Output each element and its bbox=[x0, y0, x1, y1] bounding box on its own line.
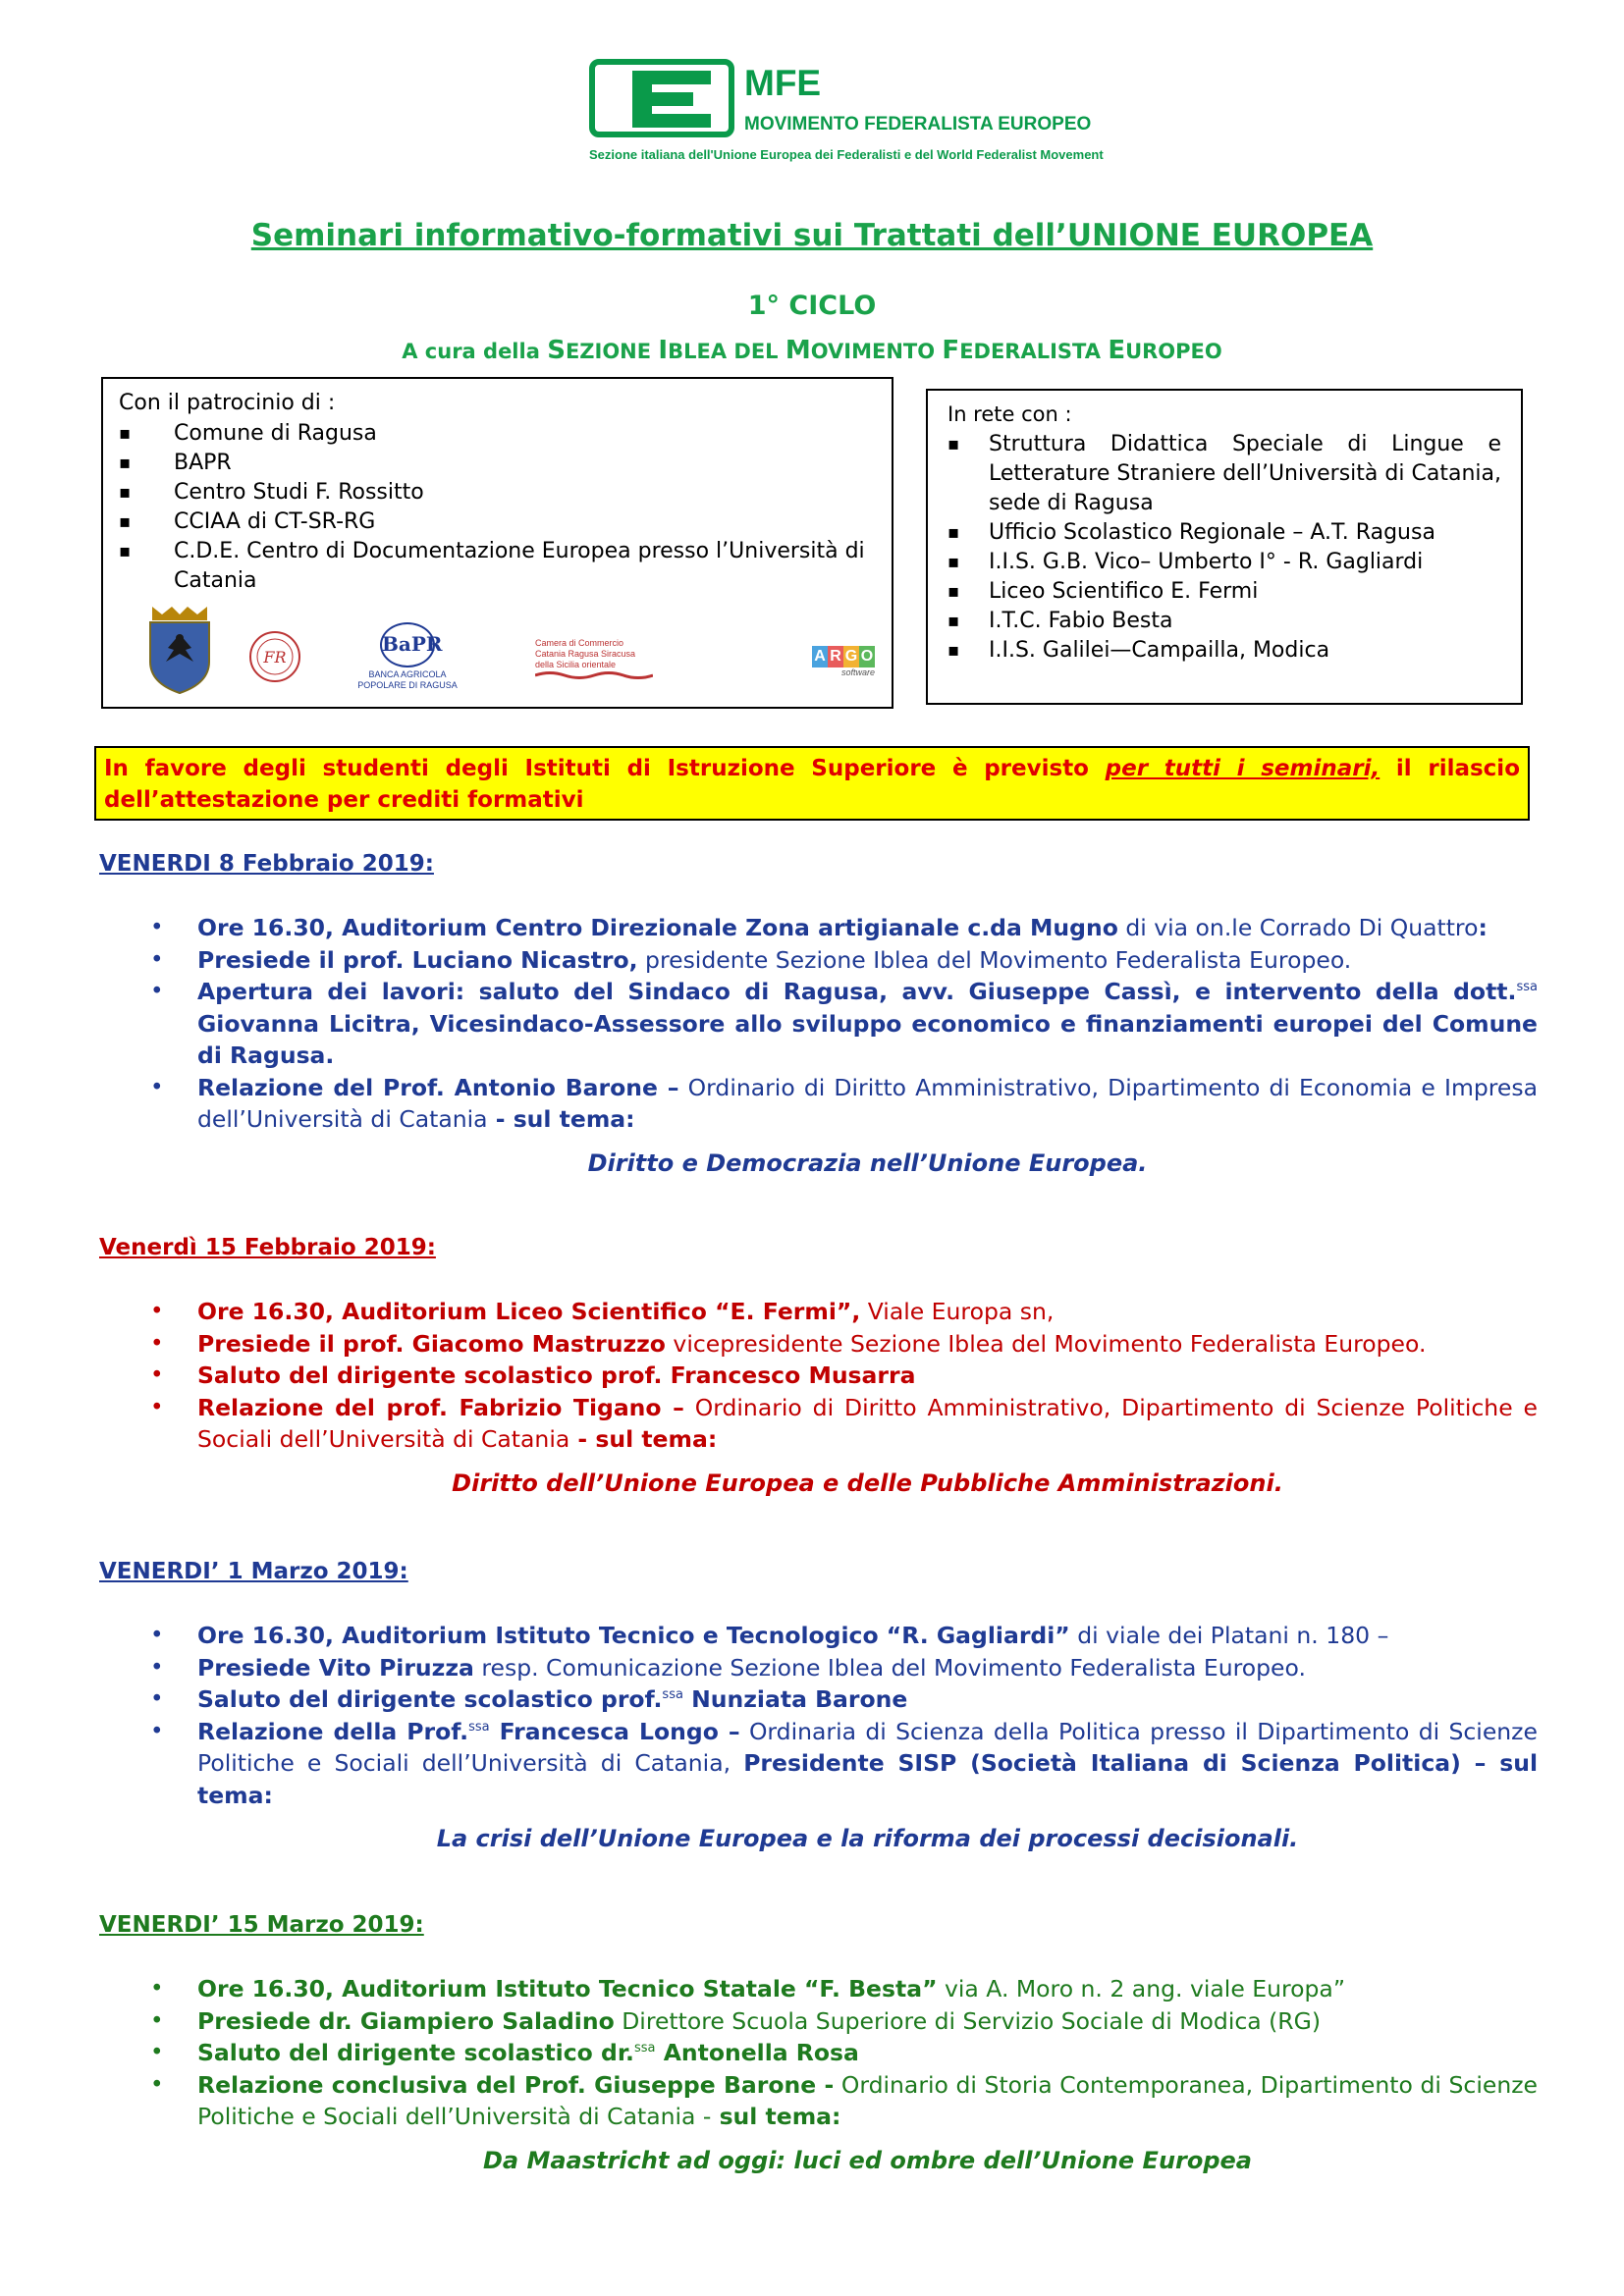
session-items bbox=[99, 1973, 1538, 2133]
organizer-word: EZIONE bbox=[565, 340, 659, 363]
patronage-item: ▪ C.D.E. Centro di Documentazione Europea presso l’Università di Catania bbox=[119, 537, 876, 596]
ragusa-coat-of-arms-icon bbox=[142, 605, 217, 695]
session-item bbox=[99, 1392, 1538, 1456]
session-item bbox=[99, 1072, 1538, 1136]
session-item bbox=[99, 2005, 1538, 2038]
argo-letter: O bbox=[859, 646, 875, 667]
cycle-label: 1° CICLO bbox=[747, 291, 877, 321]
ccia-logo bbox=[535, 638, 673, 693]
network-item: ▪ Liceo Scientifico E. Fermi bbox=[947, 577, 1501, 607]
item-text: di via on.le Corrado Di Quattro bbox=[1117, 914, 1479, 941]
network-item: ▪ Ufficio Scolastico Regionale – A.T. Ragusa bbox=[947, 518, 1501, 548]
item-text: Ordinario di Storia Contemporanea, Dipartimento di Scienze Politiche e Sociali dell’Università di Catania - bbox=[197, 2070, 1539, 2130]
item-bold: Saluto del dirigente scolastico prof. Francesco Musarra bbox=[197, 1362, 916, 1389]
item-bold: Relazione del Prof. Antonio Barone – bbox=[197, 1073, 679, 1101]
session-item bbox=[99, 912, 1538, 944]
session-items bbox=[99, 1296, 1538, 1456]
organizer-word: BLEA DEL bbox=[668, 340, 785, 363]
session-2 bbox=[99, 1235, 1538, 1497]
item-text: resp. Comunicazione Sezione Iblea del Movimento Federalista Europeo. bbox=[473, 1653, 1306, 1682]
item-sup: ssa bbox=[468, 1719, 490, 1735]
network-item: ▪ Struttura Didattica Speciale di Lingue e Letterature Straniere dell’Università di Catania, sede di Ragusa bbox=[947, 430, 1501, 518]
mfe-logo bbox=[589, 59, 1104, 172]
bapr-logo-name: BANCA AGRICOLA POPOLARE DI RAGUSA bbox=[357, 669, 458, 690]
patronage-item: ▪ Comune di Ragusa bbox=[119, 419, 876, 449]
session-item bbox=[99, 944, 1538, 977]
centro-studi-seal-icon bbox=[248, 630, 301, 683]
session-item bbox=[99, 1716, 1538, 1812]
session-item bbox=[99, 1360, 1538, 1392]
organizer-word: OVIMENTO bbox=[810, 340, 943, 363]
organizer-cap: F bbox=[942, 336, 960, 365]
ccia-logo-text: Camera di Commercio bbox=[535, 638, 624, 648]
item-bold: Giovanna Licitra, Vicesindaco-Assessore allo sviluppo economico e finanziamenti europei del Comune di Ragusa. bbox=[197, 1009, 1538, 1069]
ccia-logo-text: Catania Ragusa Siracusa bbox=[535, 649, 636, 659]
ccia-logo-text: della Sicilia orientale bbox=[535, 660, 617, 669]
session-item bbox=[99, 2069, 1538, 2133]
patronage-item: ▪ BAPR bbox=[119, 449, 876, 478]
notice-text: il rilascio dell’attestazione per crediti formativi bbox=[104, 756, 1520, 813]
session-item bbox=[99, 976, 1538, 1072]
patronage-box bbox=[101, 377, 893, 709]
item-bold: Presiede Vito Piruzza bbox=[197, 1653, 474, 1682]
item-bold: Relazione del prof. Fabrizio Tigano – bbox=[197, 1393, 684, 1421]
item-bold: Ore 16.30, Auditorium Centro Direzionale Zona artigianale c.da Mugno bbox=[197, 914, 1118, 941]
item-tail: : bbox=[1478, 914, 1488, 941]
network-item: ▪ I.I.S. G.B. Vico– Umberto I° - R. Gagliardi bbox=[947, 548, 1501, 577]
session-item bbox=[99, 1973, 1538, 2005]
patronage-heading: Con il patrocinio di : bbox=[119, 391, 336, 415]
session-3 bbox=[99, 1559, 1538, 1852]
item-bold: Ore 16.30, Auditorium Liceo Scientifico “E. Fermi”, bbox=[197, 1298, 861, 1325]
logo-acronym: MFE bbox=[744, 63, 822, 103]
item-tail: - sul tema: bbox=[487, 1105, 635, 1133]
session-date: Venerdì 15 Febbraio 2019: bbox=[99, 1235, 436, 1260]
bapr-logo-mark: BaPR bbox=[380, 622, 435, 667]
item-bold: Saluto del dirigente scolastico dr. bbox=[197, 2039, 634, 2066]
bapr-logo bbox=[349, 622, 466, 695]
item-bold: Ore 16.30, Auditorium Istituto Tecnico Statale “F. Besta” bbox=[197, 1975, 938, 2002]
item-text: presidente Sezione Iblea del Movimento Federalista Europeo. bbox=[637, 945, 1352, 974]
session-date: VENERDI 8 Febbraio 2019: bbox=[99, 851, 434, 877]
item-text: di viale dei Platani n. 180 – bbox=[1069, 1622, 1389, 1649]
item-bold: Apertura dei lavori: saluto del Sindaco di Ragusa, avv. Giuseppe Cassì, e intervento della dott. bbox=[197, 978, 1517, 1005]
session-item bbox=[99, 1683, 1538, 1716]
logo-name: MOVIMENTO FEDERALISTA EUROPEO bbox=[744, 114, 1092, 134]
item-text: Ordinario di Diritto Amministrativo, Dipartimento di Economia e Impresa dell’Università di Catania bbox=[197, 1073, 1538, 1133]
session-4 bbox=[99, 1912, 1538, 2174]
item-bold: Nunziata Barone bbox=[682, 1685, 908, 1713]
organizer-cap: I bbox=[658, 336, 669, 365]
item-bold: Saluto del dirigente scolastico prof. bbox=[197, 1685, 663, 1713]
organizer-cap: M bbox=[785, 336, 811, 365]
item-text: vicepresidente Sezione Iblea del Movimento Federalista Europeo. bbox=[665, 1329, 1427, 1358]
session-item bbox=[99, 1620, 1538, 1652]
session-theme: Da Maastricht ad oggi: luci ed ombre dell’Unione Europea bbox=[482, 2146, 1253, 2174]
argo-sub: software bbox=[840, 667, 875, 677]
notice-emphasis: per tutti i seminari, bbox=[1105, 756, 1380, 781]
item-tail: sul tema: bbox=[711, 2103, 841, 2130]
item-bold: Presiede il prof. Luciano Nicastro, bbox=[197, 945, 638, 974]
item-tail: Presidente SISP (Società Italiana di Scienza Politica) – sul tema: bbox=[197, 1749, 1539, 1809]
item-bold: Presiede il prof. Giacomo Mastruzzo bbox=[197, 1329, 666, 1358]
argo-letter: R bbox=[828, 646, 843, 667]
item-text: Viale Europa sn, bbox=[860, 1298, 1055, 1325]
network-box bbox=[926, 389, 1523, 705]
network-item: ▪ I.T.C. Fabio Besta bbox=[947, 607, 1501, 636]
sponsor-logos bbox=[142, 605, 889, 693]
network-item: ▪ I.I.S. Galilei—Campailla, Modica bbox=[947, 636, 1501, 666]
session-date: VENERDI’ 1 Marzo 2019: bbox=[99, 1559, 408, 1584]
session-items bbox=[99, 912, 1538, 1136]
patronage-list bbox=[119, 419, 876, 596]
fr-logo-text: FR bbox=[263, 648, 287, 667]
argo-letter: A bbox=[812, 646, 828, 667]
patronage-item: ▪ Centro Studi F. Rossitto bbox=[119, 478, 876, 507]
ccia-wave-icon bbox=[535, 670, 653, 680]
item-sup: ssa bbox=[1516, 980, 1538, 995]
session-item bbox=[99, 1652, 1538, 1684]
session-item bbox=[99, 1328, 1538, 1361]
session-theme: Diritto e Democrazia nell’Unione Europea. bbox=[587, 1148, 1148, 1177]
organizer-prefix: A cura della bbox=[402, 340, 548, 363]
item-bold: Ore 16.30, Auditorium Istituto Tecnico e Tecnologico “R. Gagliardi” bbox=[197, 1622, 1070, 1649]
item-text: Ordinaria di Scienza della Politica presso il Dipartimento di Scienze Politiche e Sociali dell’Università di Catania, bbox=[197, 1717, 1538, 1777]
organizer-word: UROPEO bbox=[1125, 340, 1222, 363]
network-list bbox=[947, 430, 1501, 666]
session-date: VENERDI’ 15 Marzo 2019: bbox=[99, 1912, 424, 1938]
session-item bbox=[99, 1296, 1538, 1328]
session-theme: La crisi dell’Unione Europea e la riforma dei processi decisionali. bbox=[436, 1825, 1299, 1852]
session-items bbox=[99, 1620, 1538, 1811]
organizer-line bbox=[0, 336, 1624, 365]
organizer-cap: S bbox=[547, 336, 566, 365]
session-1 bbox=[99, 851, 1538, 1177]
item-text: via A. Moro n. 2 ang. viale Europa” bbox=[937, 1975, 1345, 2002]
item-bold: Antonella Rosa bbox=[655, 2039, 859, 2066]
item-tail: - sul tema: bbox=[569, 1425, 718, 1453]
notice-text: In favore degli studenti degli Istituti di Istruzione Superiore è previsto bbox=[104, 756, 1106, 781]
item-bold: Presiede dr. Giampiero Saladino bbox=[197, 2006, 615, 2035]
page-title: Seminari informativo-formativi sui Trattati dell’UNIONE EUROPEA bbox=[250, 218, 1374, 253]
network-heading: In rete con : bbox=[947, 402, 1072, 426]
item-sup: ssa bbox=[662, 1687, 683, 1703]
logo-e-mark bbox=[589, 59, 734, 137]
organizer-cap: E bbox=[1108, 336, 1126, 365]
logo-subtitle: Sezione italiana dell'Unione Europea dei Federalisti e del World Federalist Movement bbox=[589, 147, 1104, 162]
patronage-item: ▪ CCIAA di CT-SR-RG bbox=[119, 507, 876, 537]
item-text: Direttore Scuola Superiore di Servizio Sociale di Modica (RG) bbox=[614, 2006, 1322, 2035]
session-theme: Diritto dell’Unione Europea e delle Pubbliche Amministrazioni. bbox=[452, 1468, 1283, 1497]
argo-letter: G bbox=[843, 646, 859, 667]
credits-notice bbox=[94, 746, 1530, 821]
item-text: Ordinario di Diritto Amministrativo, Dipartimento di Scienze Politiche e Sociali dell’Università di Catania bbox=[197, 1393, 1538, 1453]
item-bold: Relazione della Prof. bbox=[197, 1717, 469, 1745]
argo-logo bbox=[812, 646, 891, 689]
item-bold: Francesca Longo – bbox=[489, 1717, 740, 1745]
item-bold: Relazione conclusiva del Prof. Giuseppe Barone - bbox=[197, 2070, 835, 2099]
session-item bbox=[99, 2037, 1538, 2069]
item-sup: ssa bbox=[634, 2041, 656, 2056]
organizer-word: EDERALISTA bbox=[959, 340, 1109, 363]
